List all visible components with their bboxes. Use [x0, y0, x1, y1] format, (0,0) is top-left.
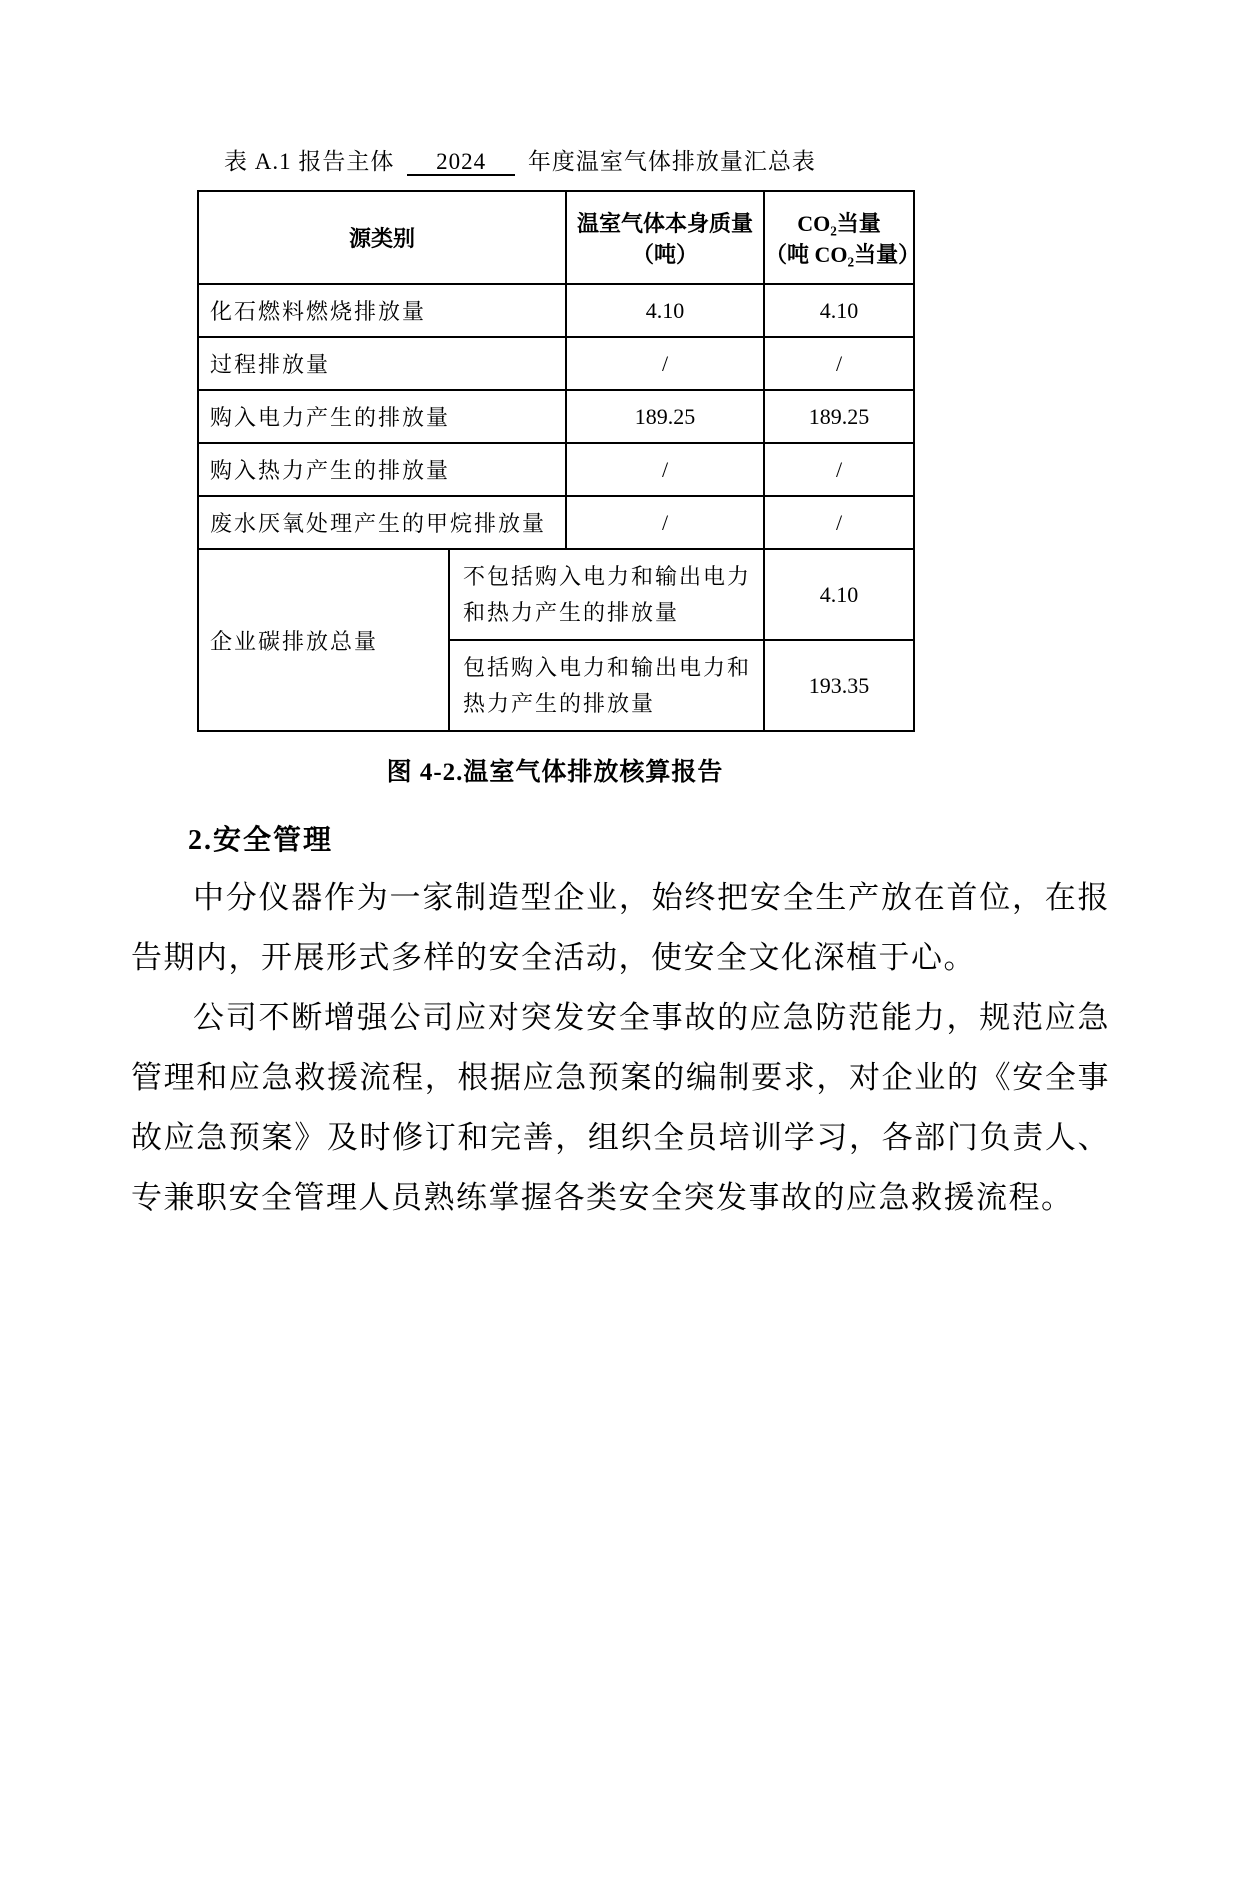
row-mass-value: / [566, 443, 764, 496]
row-label: 废水厌氧处理产生的甲烷排放量 [198, 496, 566, 549]
header-source-category: 源类别 [198, 191, 566, 284]
row-co2-value: / [764, 496, 914, 549]
header-co2-equivalent [764, 191, 921, 284]
table-header-row [198, 191, 914, 284]
table-title [224, 143, 1241, 176]
table-row [198, 337, 914, 390]
row-mass-value: 189.25 [566, 390, 764, 443]
row-label: 化石燃料燃烧排放量 [198, 284, 566, 337]
header-gas-mass [566, 191, 764, 284]
row-co2-value: / [764, 337, 914, 390]
header-gas-mass-title: 温室气体本身质量 [577, 210, 754, 236]
total-sub-label: 不包括购入电力和输出电力和热力产生的排放量 [449, 549, 764, 640]
table-title-prefix: 表 A.1 报告主体 [224, 149, 395, 174]
total-sub-value: 193.35 [764, 640, 914, 731]
figure-caption: 图 4-2.温室气体排放核算报告 [386, 759, 724, 787]
document-page [0, 143, 1241, 1897]
table-total-row [198, 549, 914, 640]
row-mass-value: / [566, 337, 764, 390]
row-label: 购入电力产生的排放量 [198, 390, 566, 443]
row-label: 过程排放量 [198, 337, 566, 390]
table-title-year: 2024 [436, 149, 487, 174]
table-row [198, 496, 914, 549]
header-gas-mass-unit: （吨） [632, 241, 699, 267]
row-label: 购入热力产生的排放量 [198, 443, 566, 496]
table-row [198, 284, 914, 337]
paragraph: 公司不断增强公司应对突发安全事故的应急防范能力，规范应急管理和应急救援流程，根据应急预案的编制要求，对企业的《安全事故应急预案》及时修订和完善，组织全员培训学习，各部门负责人、专兼职安全管理人员熟练掌握各类安全突发事故的应急救援流程。 [131, 1000, 1110, 1216]
total-label: 企业碳排放总量 [198, 549, 449, 731]
table-title-year-blank [407, 149, 515, 176]
table-row [198, 443, 914, 496]
table-title-suffix: 年度温室气体排放量汇总表 [527, 149, 816, 174]
row-co2-value: / [764, 443, 914, 496]
header-co2-title: CO₂当量 [797, 210, 881, 236]
row-co2-value: 189.25 [764, 390, 914, 443]
total-sub-value: 4.10 [764, 549, 914, 640]
header-co2-unit: （吨 CO₂当量） [765, 241, 921, 267]
paragraph: 中分仪器作为一家制造型企业，始终把安全生产放在首位，在报告期内，开展形式多样的安全活动，使安全文化深植于心。 [131, 880, 1110, 976]
ghg-emissions-table [197, 190, 921, 732]
section-heading: 2.安全管理 [188, 825, 334, 857]
body-text [131, 868, 1110, 1228]
table-row [198, 390, 914, 443]
row-mass-value: / [566, 496, 764, 549]
total-sub-label: 包括购入电力和输出电力和热力产生的排放量 [449, 640, 764, 731]
row-co2-value: 4.10 [764, 284, 914, 337]
row-mass-value: 4.10 [566, 284, 764, 337]
